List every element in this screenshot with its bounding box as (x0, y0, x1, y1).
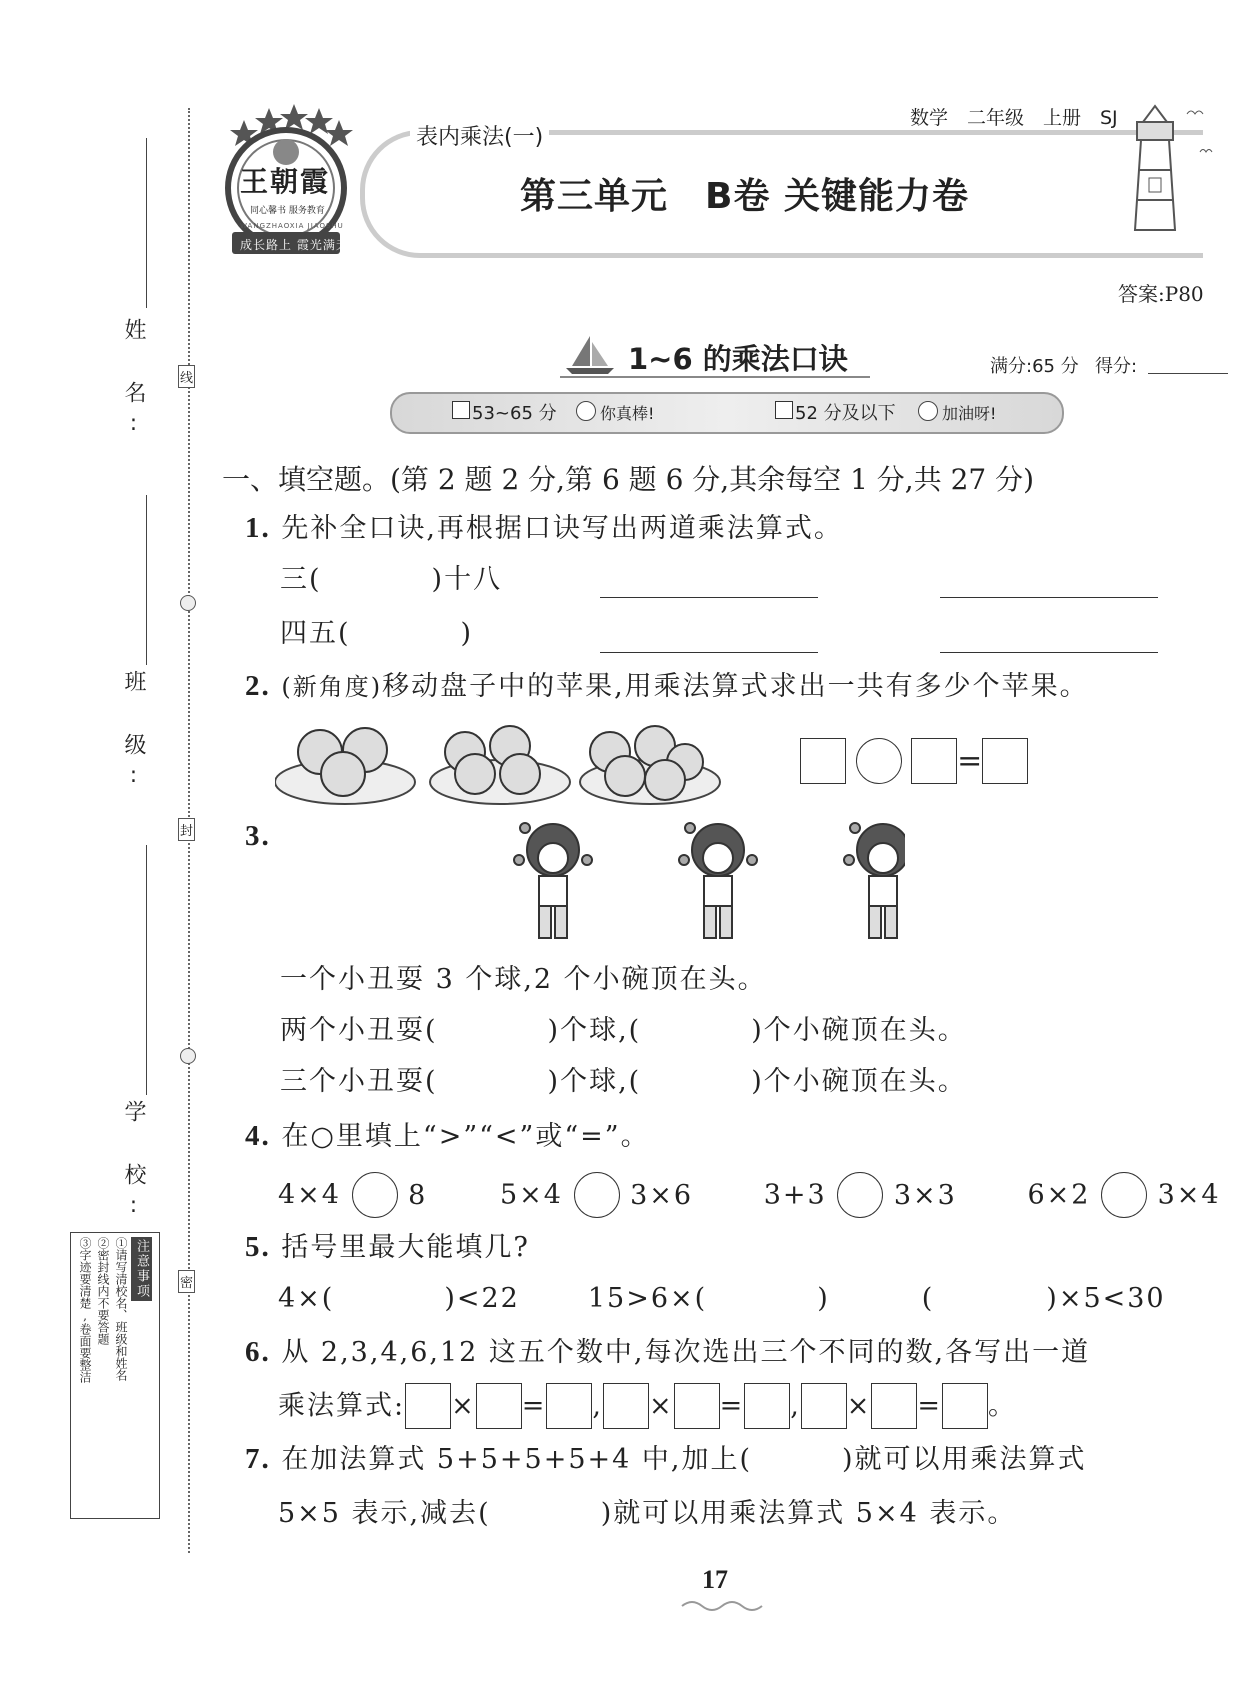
class-field-line (146, 495, 147, 665)
q6-stem2: 乘法算式: (278, 1390, 406, 1422)
q5-b-post: ) (817, 1283, 830, 1314)
q4-compare-circle[interactable] (574, 1172, 620, 1218)
q7-text-b: )就可以用乘法算式 (842, 1444, 1087, 1475)
q2-box[interactable] (911, 738, 957, 784)
q2-eq: = (957, 743, 983, 779)
q7-number: 7. (245, 1443, 271, 1475)
mark-dense: 密 (178, 1270, 195, 1293)
q3-row2-a: 三个小丑耍( (280, 1066, 438, 1097)
q6-row (278, 1383, 1017, 1429)
score-field[interactable] (1148, 373, 1228, 374)
sailboat-icon (560, 332, 620, 382)
clowns (505, 812, 905, 951)
q5-a-pre: 4×( (278, 1283, 335, 1314)
q4-item-4-right: 3×4 (1157, 1179, 1221, 1211)
q4-item-1-left: 4×4 (278, 1179, 341, 1211)
q1-line-b (280, 620, 473, 647)
q3-number: 3. (245, 820, 271, 852)
q6-eq: = (521, 1390, 547, 1422)
q7-row2 (278, 1500, 1016, 1527)
page-number: 17 (702, 1565, 728, 1594)
school-label: 学 校: (121, 1100, 146, 1226)
q5-c-pre: ( (921, 1283, 935, 1314)
brand-name: 王朝霞 (240, 165, 331, 198)
q6-box[interactable] (871, 1383, 917, 1429)
q2-box[interactable] (982, 738, 1028, 784)
notice-item: ①请写清校名、班级和姓名 (114, 1237, 128, 1381)
q6-eq: = (917, 1390, 943, 1422)
q7-text-d: )就可以用乘法算式 5×4 表示。 (600, 1498, 1017, 1529)
q5-text (245, 1233, 530, 1262)
q1-answer-line[interactable] (940, 652, 1158, 653)
q3-row2-b: )个球,( (547, 1066, 642, 1097)
q1-line-a (280, 566, 502, 593)
q3-row1-c: )个小碗顶在头。 (751, 1015, 967, 1046)
name-label: 姓 名: (121, 318, 146, 444)
brand-slogan: 成长路上 霞光满天 (240, 238, 349, 252)
part1-heading: 一、填空题。(第 2 题 2 分,第 6 题 6 分,其余每空 1 分,共 27 分) (222, 463, 1035, 496)
rating-low-checkbox[interactable] (775, 401, 793, 419)
q5-row (278, 1285, 1166, 1312)
q6-times: × (451, 1390, 476, 1422)
q4-number: 4. (245, 1120, 271, 1152)
q6-box[interactable] (476, 1383, 522, 1429)
brand-sub: WANGZHAOXIA JIAOSHU (240, 222, 344, 230)
binding-hole-icon (180, 1048, 196, 1064)
name-field-line (146, 138, 147, 308)
q6-box[interactable] (405, 1383, 451, 1429)
q1-text (245, 514, 843, 543)
notice-item: ③字迹要清楚,卷面要整洁 (78, 1237, 92, 1383)
q6-times: × (648, 1390, 674, 1422)
notice-box (70, 1232, 160, 1519)
section-underline (560, 376, 870, 378)
q4-stem: 在○里填上“>”“<”或“=”。 (281, 1121, 650, 1152)
rating-low-range: 52 分及以下 (795, 403, 896, 424)
q2-operator-circle[interactable] (856, 738, 902, 784)
notice-title: 注意事项 (131, 1237, 152, 1301)
q2-text (245, 672, 1089, 701)
q1-line-b-pre: 四五( (280, 618, 351, 649)
q3-row2-c: )个小碗顶在头。 (751, 1066, 967, 1097)
q7-text-a: 在加法算式 5+5+5+5+4 中,加上( (281, 1444, 753, 1475)
q4-item-2-right: 3×6 (630, 1179, 694, 1211)
q6-eq: = (719, 1390, 745, 1422)
mark-line: 线 (178, 365, 195, 388)
grade-meta: 数学 二年级 上册 SJ (910, 107, 1118, 129)
answer-reference: 答案:P80 (1118, 282, 1204, 306)
cheer-icon (918, 401, 938, 421)
class-label: 班 级: (121, 670, 146, 796)
q6-box[interactable] (674, 1383, 720, 1429)
q1-line-a-pre: 三( (280, 564, 322, 595)
q4-item-2-left: 5×4 (499, 1179, 563, 1211)
page-title: 第三单元 B卷 关键能力卷 (520, 176, 969, 217)
apple-plates (275, 712, 735, 816)
q5-b-pre: 15>6×( (587, 1283, 708, 1314)
q4-compare-circle[interactable] (1101, 1172, 1147, 1218)
q5-c-post: )×5<30 (1046, 1283, 1166, 1314)
lighthouse-icon (1115, 100, 1225, 244)
q3-row1 (280, 1017, 967, 1044)
rating-low-text: 加油呀! (942, 404, 997, 423)
q3-row2 (280, 1068, 967, 1095)
rating-high-text: 你真棒! (600, 404, 655, 423)
footer-wave-icon (680, 1598, 770, 1618)
rating-high-checkbox[interactable] (452, 401, 470, 419)
q4-compare-circle[interactable] (837, 1172, 883, 1218)
q1-answer-line[interactable] (600, 652, 818, 653)
binding-hole-icon (180, 595, 196, 611)
q4-text (245, 1122, 650, 1151)
q6-box[interactable] (546, 1383, 592, 1429)
q2-box[interactable] (800, 738, 846, 784)
rating-high-range: 53~65 分 (472, 403, 557, 424)
score-label: 得分: (1095, 356, 1138, 377)
q6-sep: , (592, 1390, 603, 1422)
q5-a-post: )<22 (444, 1283, 520, 1314)
q3-number-wrap (245, 822, 271, 851)
q6-end: 。 (988, 1390, 1018, 1422)
mark-seal: 封 (178, 818, 195, 841)
q6-times: × (846, 1390, 872, 1422)
q7-text (245, 1445, 1087, 1474)
q1-line-b-post: ) (460, 618, 474, 649)
q6-box[interactable] (603, 1383, 649, 1429)
full-score: 满分:65 分 (990, 356, 1079, 377)
q6-box[interactable] (744, 1383, 790, 1429)
q1-stem: 先补全口诀,再根据口诀写出两道乘法算式。 (281, 513, 843, 544)
q1-number: 1. (245, 512, 271, 544)
topic-label: 表内乘法(一) (410, 120, 549, 151)
q2-number: 2. (245, 670, 271, 702)
q4-item-3-right: 3×3 (893, 1179, 957, 1211)
q7-text-c: 5×5 表示,减去( (278, 1498, 491, 1529)
q2-tag: (新角度) (281, 673, 383, 701)
q6-stem: 从 2,3,4,6,12 这五个数中,每次选出三个不同的数,各写出一道 (281, 1337, 1091, 1368)
section-title: 1~6 的乘法口诀 (628, 342, 848, 376)
brand-motto: 同心馨书 服务教育 (250, 206, 325, 216)
q5-number: 5. (245, 1231, 271, 1263)
q2-equation (800, 738, 1028, 784)
q4-compare-circle[interactable] (352, 1172, 398, 1218)
q6-sep: , (790, 1390, 801, 1422)
q4-row (278, 1172, 1221, 1218)
q2-stem: 移动盘子中的苹果,用乘法算式求出一共有多少个苹果。 (382, 671, 1089, 702)
q3-row1-a: 两个小丑耍( (280, 1015, 438, 1046)
q6-number: 6. (245, 1336, 271, 1368)
school-field-line (146, 845, 147, 1095)
q1-line-a-post: )十八 (431, 564, 503, 595)
q1-answer-line[interactable] (600, 597, 818, 598)
q3-row1-b: )个球,( (547, 1015, 642, 1046)
q5-stem: 括号里最大能填几? (281, 1232, 530, 1263)
q4-item-3-left: 3+3 (763, 1179, 827, 1211)
q6-box[interactable] (942, 1383, 988, 1429)
q1-answer-line[interactable] (940, 597, 1158, 598)
q3-intro: 一个小丑耍 3 个球,2 个小碗顶在头。 (280, 964, 767, 995)
q4-item-4-left: 6×2 (1027, 1179, 1091, 1211)
q6-box[interactable] (801, 1383, 847, 1429)
notice-item: ②密封线内不要答题 (96, 1237, 110, 1345)
q6-text (245, 1338, 1090, 1367)
smile-icon (576, 401, 596, 421)
q4-item-1-right: 8 (408, 1179, 428, 1211)
